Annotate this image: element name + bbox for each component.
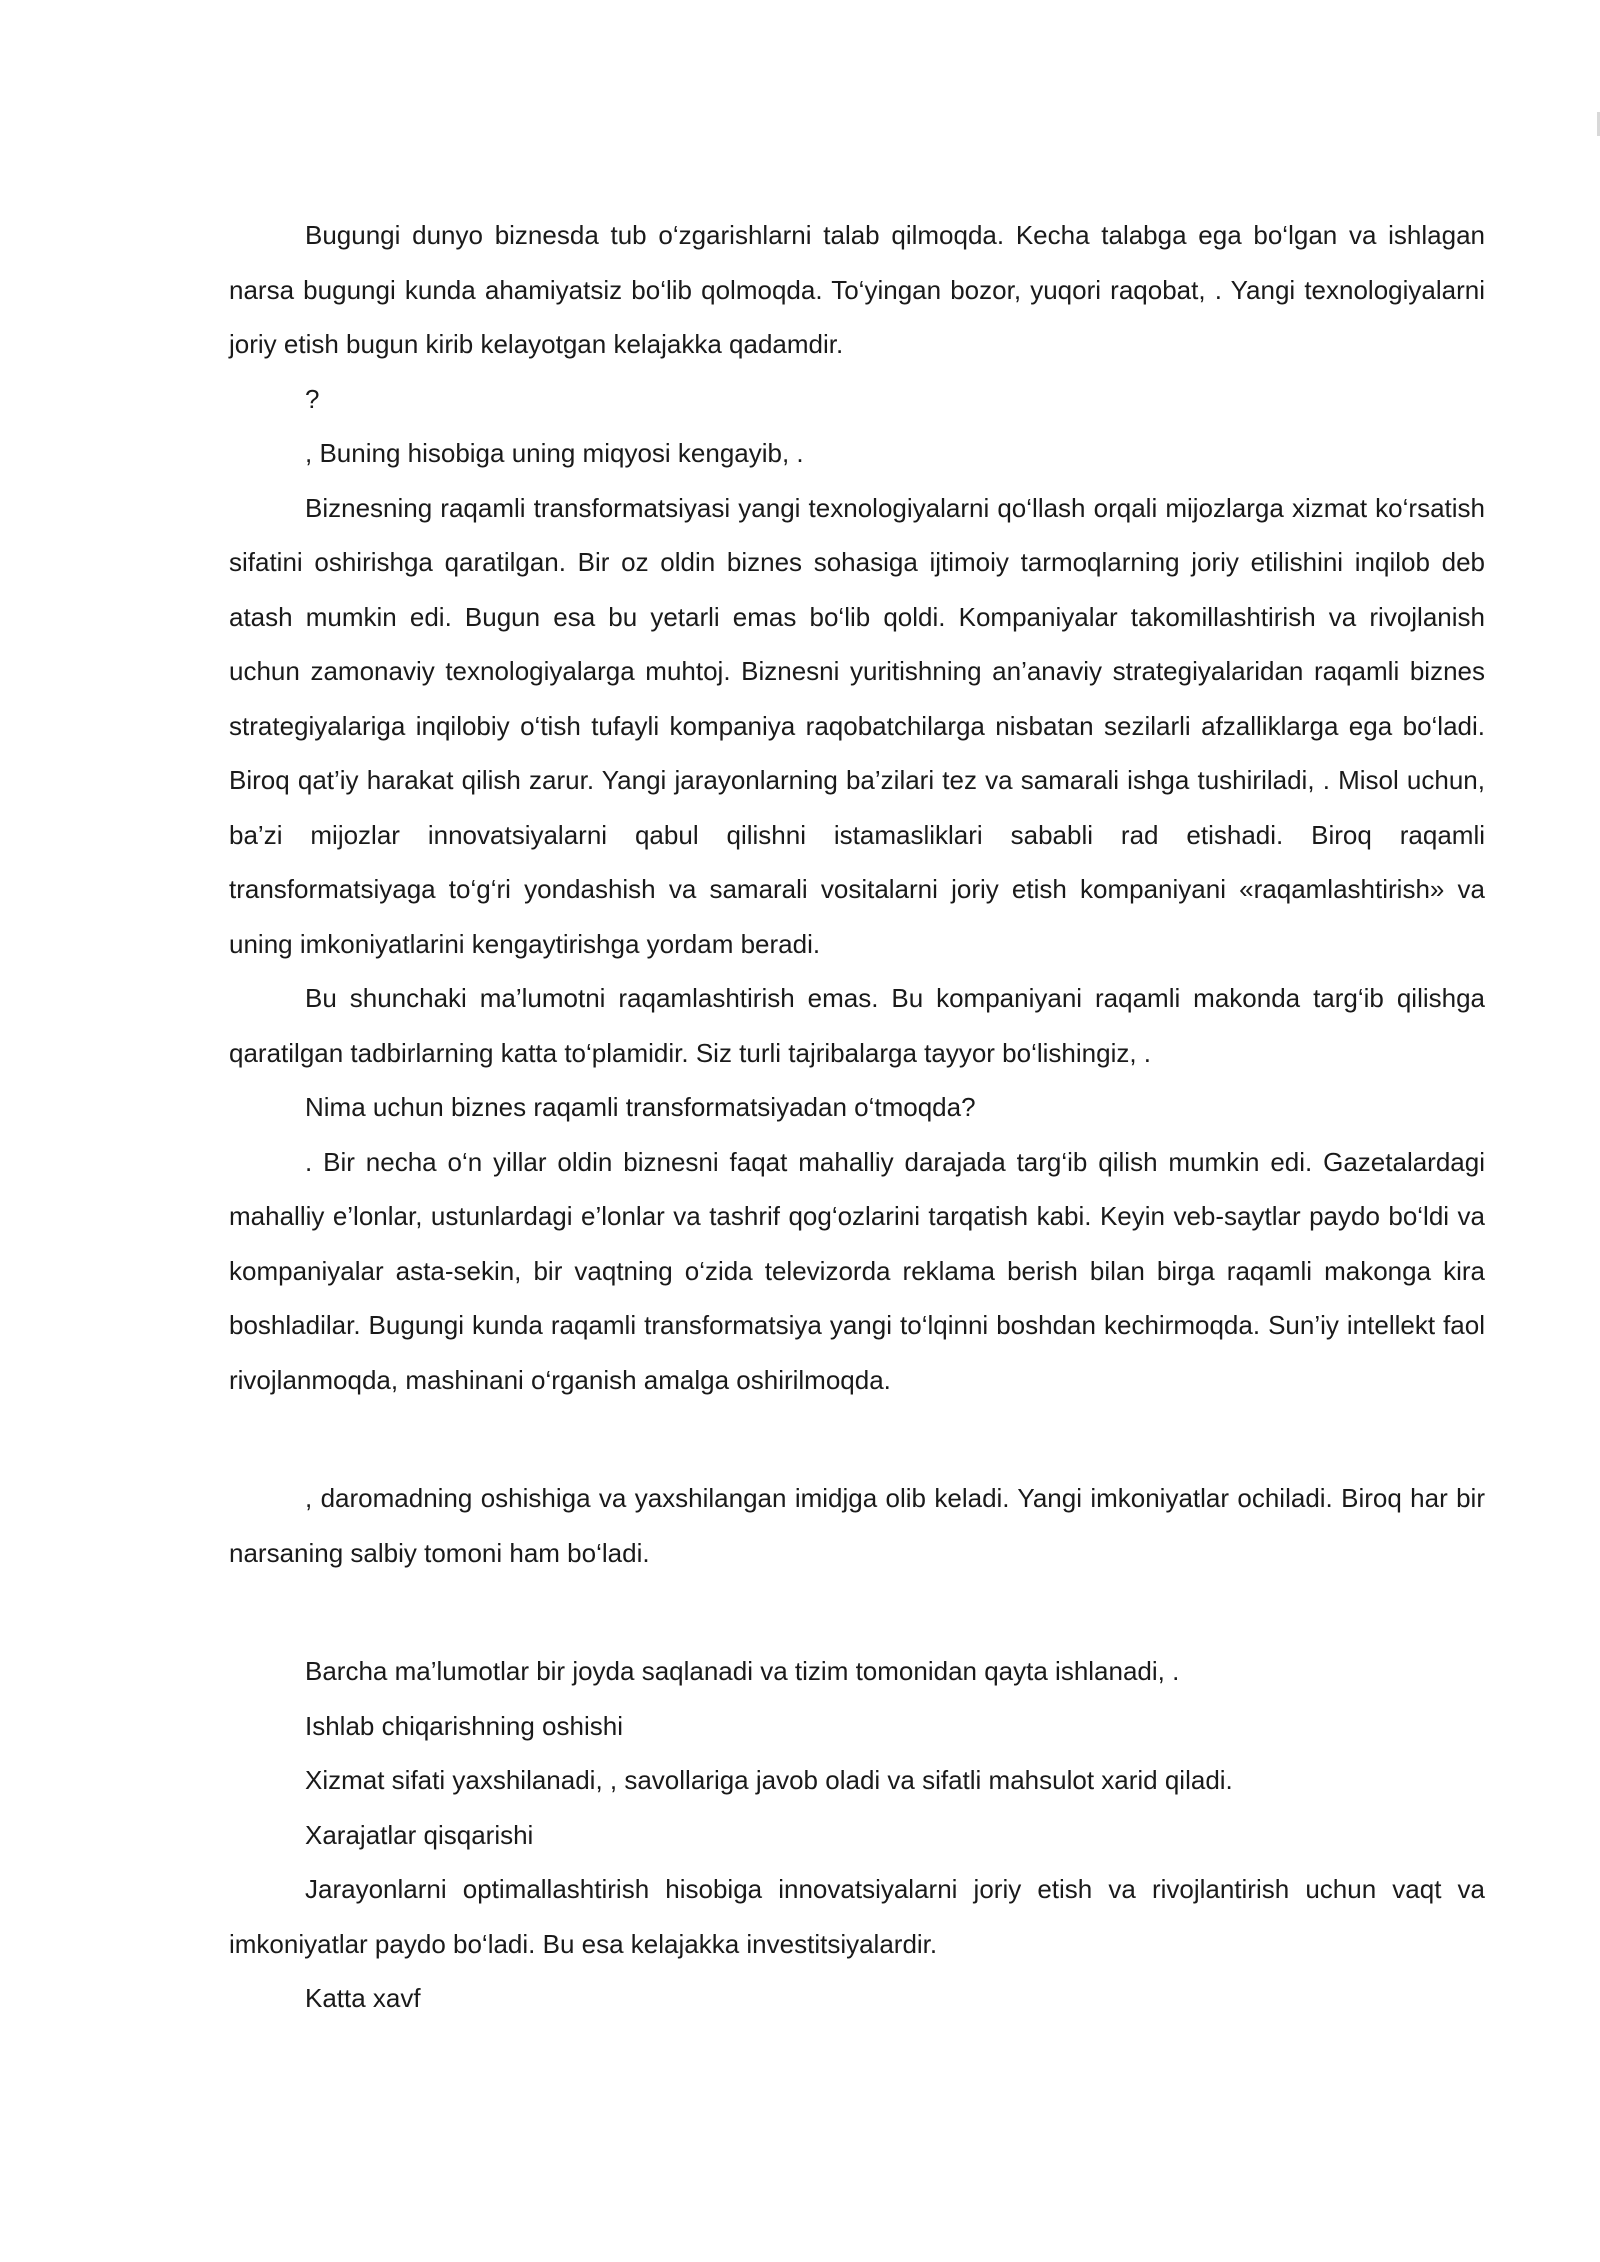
paragraph-question: ? (305, 383, 320, 414)
paragraph-history: . Bir necha o‘n yillar oldin biznesni faqat mahalliy darajada targ‘ib qilish mumkin edi. Gazetalardagi mahalliy e’lonlar, ustunlardagi e’lonlar va tashrif qog‘ozlarini tarqatish kabi. Keyin veb-saytlar paydo bo‘ldi va kompaniyalar asta-sekin, bir vaqtning o‘zida televizorda reklama berish bilan birga raqamli makonga kira boshladilar. Bugungi kunda raqamli transformatsiya yangi to‘lqinni boshdan kechirmoqda. Sun’iy intellekt faol rivojlanmoqda, mashinani o‘rganish amalga oshirilmoqda. (229, 1146, 1485, 1395)
paragraph-intro: Bugungi dunyo biznesda tub o‘zgarishlarni talab qilmoqda. Kecha talabga ega bo‘lgan va ishlagan narsa bugungi kunda ahamiyatsiz bo‘lib qolmoqda. To‘yingan bozor, yuqori raqobat, . Yangi texnologiyalarni joriy etish bugun kirib kelayotgan kelajakka qadamdir. (229, 220, 1485, 359)
paragraph-gap (229, 1580, 1485, 1644)
paragraph-scale: , Buning hisobiga uning miqyosi kengayib, . (305, 438, 804, 468)
paragraph-heading-production: Ishlab chiqarishning oshishi (305, 1710, 623, 1741)
paragraph-gap (229, 1407, 1485, 1471)
paragraph-data-storage: Barcha ma’lumotlar bir joyda saqlanadi va tizim tomonidan qayta ishlanadi, . (305, 1656, 1180, 1686)
document-body (229, 208, 1485, 2026)
paragraph-service-quality: Xizmat sifati yaxshilanadi, , savollariga javob oladi va sifatli mahsulot xarid qiladi. (305, 1765, 1233, 1795)
paragraph-heading-why: Nima uchun biznes raqamli transformatsiyadan o‘tmoqda? (305, 1092, 976, 1122)
paragraph-benefits: , daromadning oshishiga va yaxshilangan imidjga olib keladi. Yangi imkoniyatlar ochiladi. Biroq har bir narsaning salbiy tomoni ham bo‘ladi. (229, 1483, 1485, 1568)
paragraph-digital-transformation: Biznesning raqamli transformatsiyasi yangi texnologiyalarni qo‘llash orqali mijozlarga xizmat ko‘rsatish sifatini oshirishga qaratilgan. Bir oz oldin biznes sohasiga ijtimoiy tarmoqlarning joriy etilishini inqilob deb atash mumkin edi. Bugun esa bu yetarli emas bo‘lib qoldi. Kompaniyalar takomillashtirish va rivojlanish uchun zamonaviy texnologiyalarga muhtoj. Biznesni yuritishning an’anaviy strategiyalaridan raqamli biznes strategiyalariga inqilobiy o‘tish tufayli kompaniya raqobatchilarga nisbatan sezilarli afzalliklarga ega bo‘ladi. Biroq qat’iy harakat qilish zarur. Yangi jarayonlarning ba’zilari tez va samarali ishga tushiriladi, . Misol uchun, ba’zi mijozlar innovatsiyalarni qabul qilishni istamasliklari sababli rad etishadi. Biroq raqamli transformatsiyaga to‘g‘ri yondashish va samarali vositalarni joriy etish kompaniyani «raqamlashtirish» va uning imkoniyatlarini kengaytirishga yordam beradi. (229, 492, 1485, 959)
paragraph-heading-costs: Xarajatlar qisqarishi (305, 1819, 534, 1850)
paragraph-not-just-digitization: Bu shunchaki ma’lumotni raqamlashtirish emas. Bu kompaniyani raqamli makonda targ‘ib qilishga qaratilgan tadbirlarning katta to‘plamidir. Siz turli tajribalarga tayyor bo‘lishingiz, . (229, 983, 1485, 1068)
paragraph-optimization: Jarayonlarni optimallashtirish hisobiga innovatsiyalarni joriy etish va rivojlantirish uchun vaqt va imkoniyatlar paydo bo‘ladi. Bu esa kelajakka investitsiyalardir. (229, 1874, 1485, 1959)
paragraph-heading-risk: Katta xavf (305, 1983, 421, 2013)
